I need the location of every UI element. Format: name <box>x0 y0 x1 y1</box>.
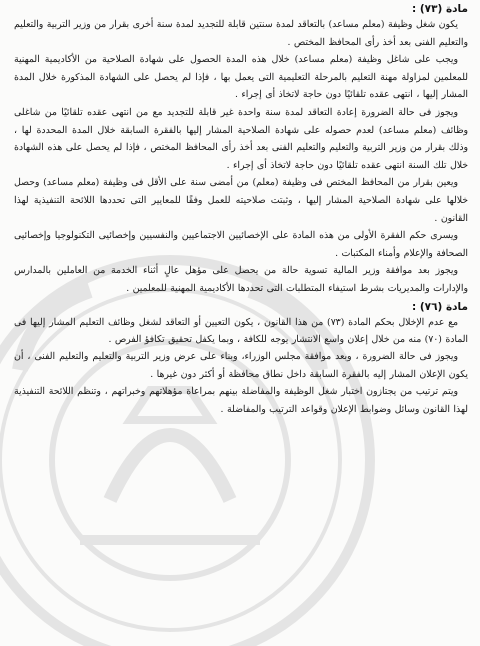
paragraph: ويجوز فى حالة الضرورة إعادة التعاقد لمدة سنة واحدة غير قابلة للتجديد مع من انتهى عقده تلقائيًا من شاغلى وظائف (معلم مساعد) لعدم حصوله على شهادة الصلاحية المشار إليها بالفقرة السابقة خلال المدة المحددة لها ، وذلك بقرار من وزير التربية والتعليم والتعليم الفنى بعد أخذ رأى المحافظ المختص ، فإذا لم يحصل على هذه الشهادة خلال تلك السنة انتهى عقده تلقائيًا دون حاجة لاتخاذ أى إجراء . <box>14 106 468 171</box>
paragraph: ويجوز فى حالة الضرورة ، وبعد موافقة مجلس الوزراء، وبناء على عرض وزير التربية والتعليم والتعليم الفنى ، أن يكون الإعلان المشار إليه بالفقرة السابقة داخل نطاق محافظة أو أكثر دون غيرها . <box>14 351 468 380</box>
paragraph: يكون شغل وظيفة (معلم مساعد) بالتعاقد لمدة سنتين قابلة للتجديد لمدة سنة أخرى بقرار من وزير التربية والتعليم والتعليم الفنى بعد أخذ رأى المحافظ المختص . <box>14 19 468 48</box>
paragraph: ويتم ترتيب من يجتازون اختبار شغل الوظيفة والمفاضلة بينهم بمراعاة مؤهلاتهم وخبراتهم ، وتنظم اللائحة التنفيذية لهذا القانون وسائل وضوابط الإعلان وقواعد الترتيب والمفاضلة . <box>14 386 468 415</box>
paragraph: ويسرى حكم الفقرة الأولى من هذه المادة على الإخصائيين الاجتماعيين والنفسيين وإخصائيى التكنولوجيا وإخصائيى الصحافة والإعلام وأمناء المكتبات . <box>14 230 468 259</box>
article-73 <box>14 2 468 298</box>
document-content <box>14 2 468 642</box>
paragraph: ويجب على شاغل وظيفة (معلم مساعد) خلال هذه المدة الحصول على شهادة الصلاحية من الأكاديمية المهنية للمعلمين لمزاولة مهنة التعليم بالمرحلة التعليمية التى يعمل بها ، فإذا لم يحصل على الشهادة المذكورة خلال المدة المشار إليها ، انتهى عقده تلقائيًا دون حاجة لاتخاذ أى إجراء . <box>14 54 468 101</box>
paragraph: ويجوز بعد موافقة وزير المالية تسوية حالة من يحصل على مؤهل عالٍ أثناء الخدمة من العاملين بالمدارس والإدارات والمديريات بشرط استيفاء المتطلبات التى تحددها الأكاديمية المهنية للمعلمين . <box>14 265 468 294</box>
article-heading: مادة (٧٦) : <box>412 300 468 313</box>
article-76 <box>14 300 468 418</box>
article-heading: مادة (٧٣) : <box>412 3 468 15</box>
paragraph: مع عدم الإخلال بحكم المادة (٧٣) من هذا القانون ، يكون التعيين أو التعاقد لشغل وظائف التعليم المشار إليها فى المادة (٧٠) منه من خلال إعلان واسع الانتشار يوجه للكافة ، وبما يكفل تحقيق تكافؤ الفرص . <box>14 316 468 345</box>
paragraph: ويعين بقرار من المحافظ المختص فى وظيفة (معلم) من أمضى سنة على الأقل فى وظيفة (معلم مساعد) وحصل خلالها على شهادة الصلاحية المشار إليها ، وثبتت صلاحيته للعمل وفقًا للمعايير التى تحددها اللائحة التنفيذية لهذا القانون . <box>14 177 468 224</box>
